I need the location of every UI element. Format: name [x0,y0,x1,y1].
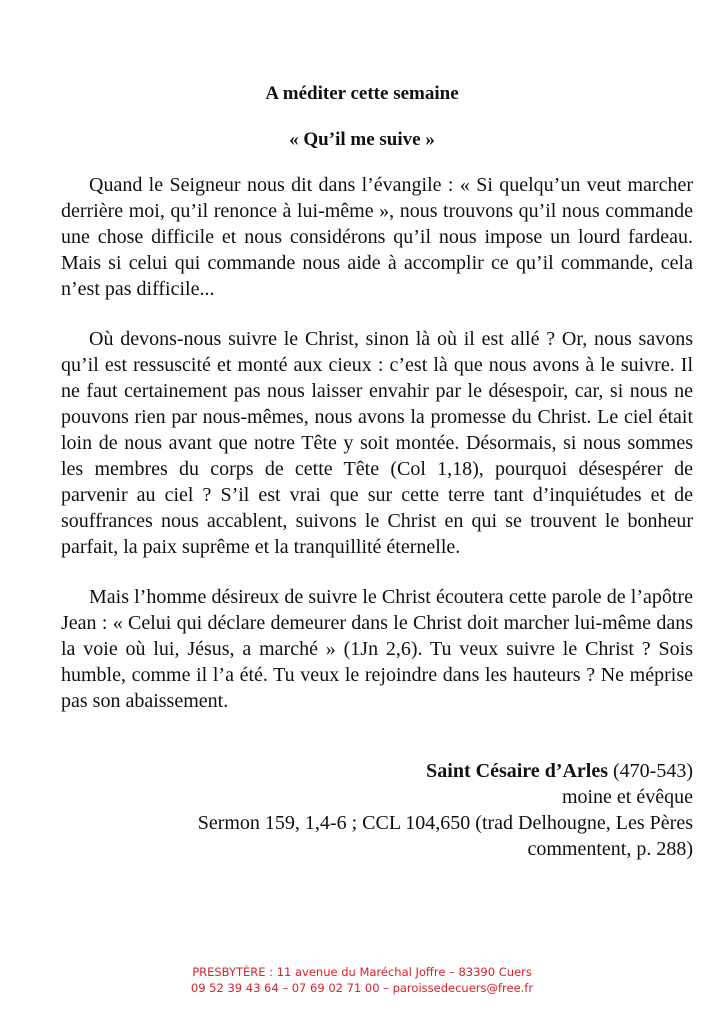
footer-contact: 09 52 39 43 64 – 07 69 02 71 00 – paroissedecuers@free.fr [190,981,534,995]
document-title: « Qu’il me suive » [289,129,435,150]
signature-role: moine et évêque [561,786,693,808]
signature-dates: (470-543) [608,760,693,782]
paragraph-1: Quand le Seigneur nous dit dans l’évangile : « Si quelqu’un veut marcher derrière moi, qu’il renonce à lui-même », nous trouvons qu’il nous commande une chose difficile et nous considérons qu’il nous impose un lourd fardeau. Mais si celui qui commande nous aide à accomplir ce qu’il commande, cela n’est pas difficile... [61,174,693,300]
section-heading: A méditer cette semaine [265,83,459,104]
signature-source-line-1: Sermon 159, 1,4-6 ; CCL 104,650 (trad Delhougne, Les Pères [197,812,693,834]
signature-author: Saint Césaire d’Arles [426,760,609,782]
signature-source-line-2: commentent, p. 288) [527,838,693,860]
page-footer [0,964,724,996]
paragraph-2: Où devons-nous suivre le Christ, sinon là où il est allé ? Or, nous savons qu’il est ressuscité et monté aux cieux : c’est là que nous avons à le suivre. Il ne faut certainement pas nous laisser envahir par le désespoir, car, si nous ne pouvons rien par nous-mêmes, nous avons la promesse du Christ. Le ciel était loin de nous avant que notre Tête y soit montée. Désormais, si nous sommes les membres du corps de cette Tête (Col 1,18), pourquoi désespérer de parvenir au ciel ? S’il est vrai que sur cette terre tant d’inquiétudes et de souffrances nous accablent, suivons le Christ en qui se trouvent le bonheur parfait, la paix suprême et la tranquillité éternelle. [61,328,693,558]
footer-address: PRESBYTÈRE : 11 avenue du Maréchal Joffre – 83390 Cuers [192,965,532,979]
document-body [61,172,693,738]
signature-author-line [93,758,693,784]
paragraph-3: Mais l’homme désireux de suivre le Christ écoutera cette parole de l’apôtre Jean : « Celui qui déclare demeurer dans le Christ doit marcher lui-même dans la voie où lui, Jésus, a marché » (1Jn 2,6). Tu veux suivre le Christ ? Sois humble, comme il l’a été. Tu veux le rejoindre dans les hauteurs ? Ne méprise pas son abaissement. [61,586,693,712]
signature-block [93,758,693,862]
